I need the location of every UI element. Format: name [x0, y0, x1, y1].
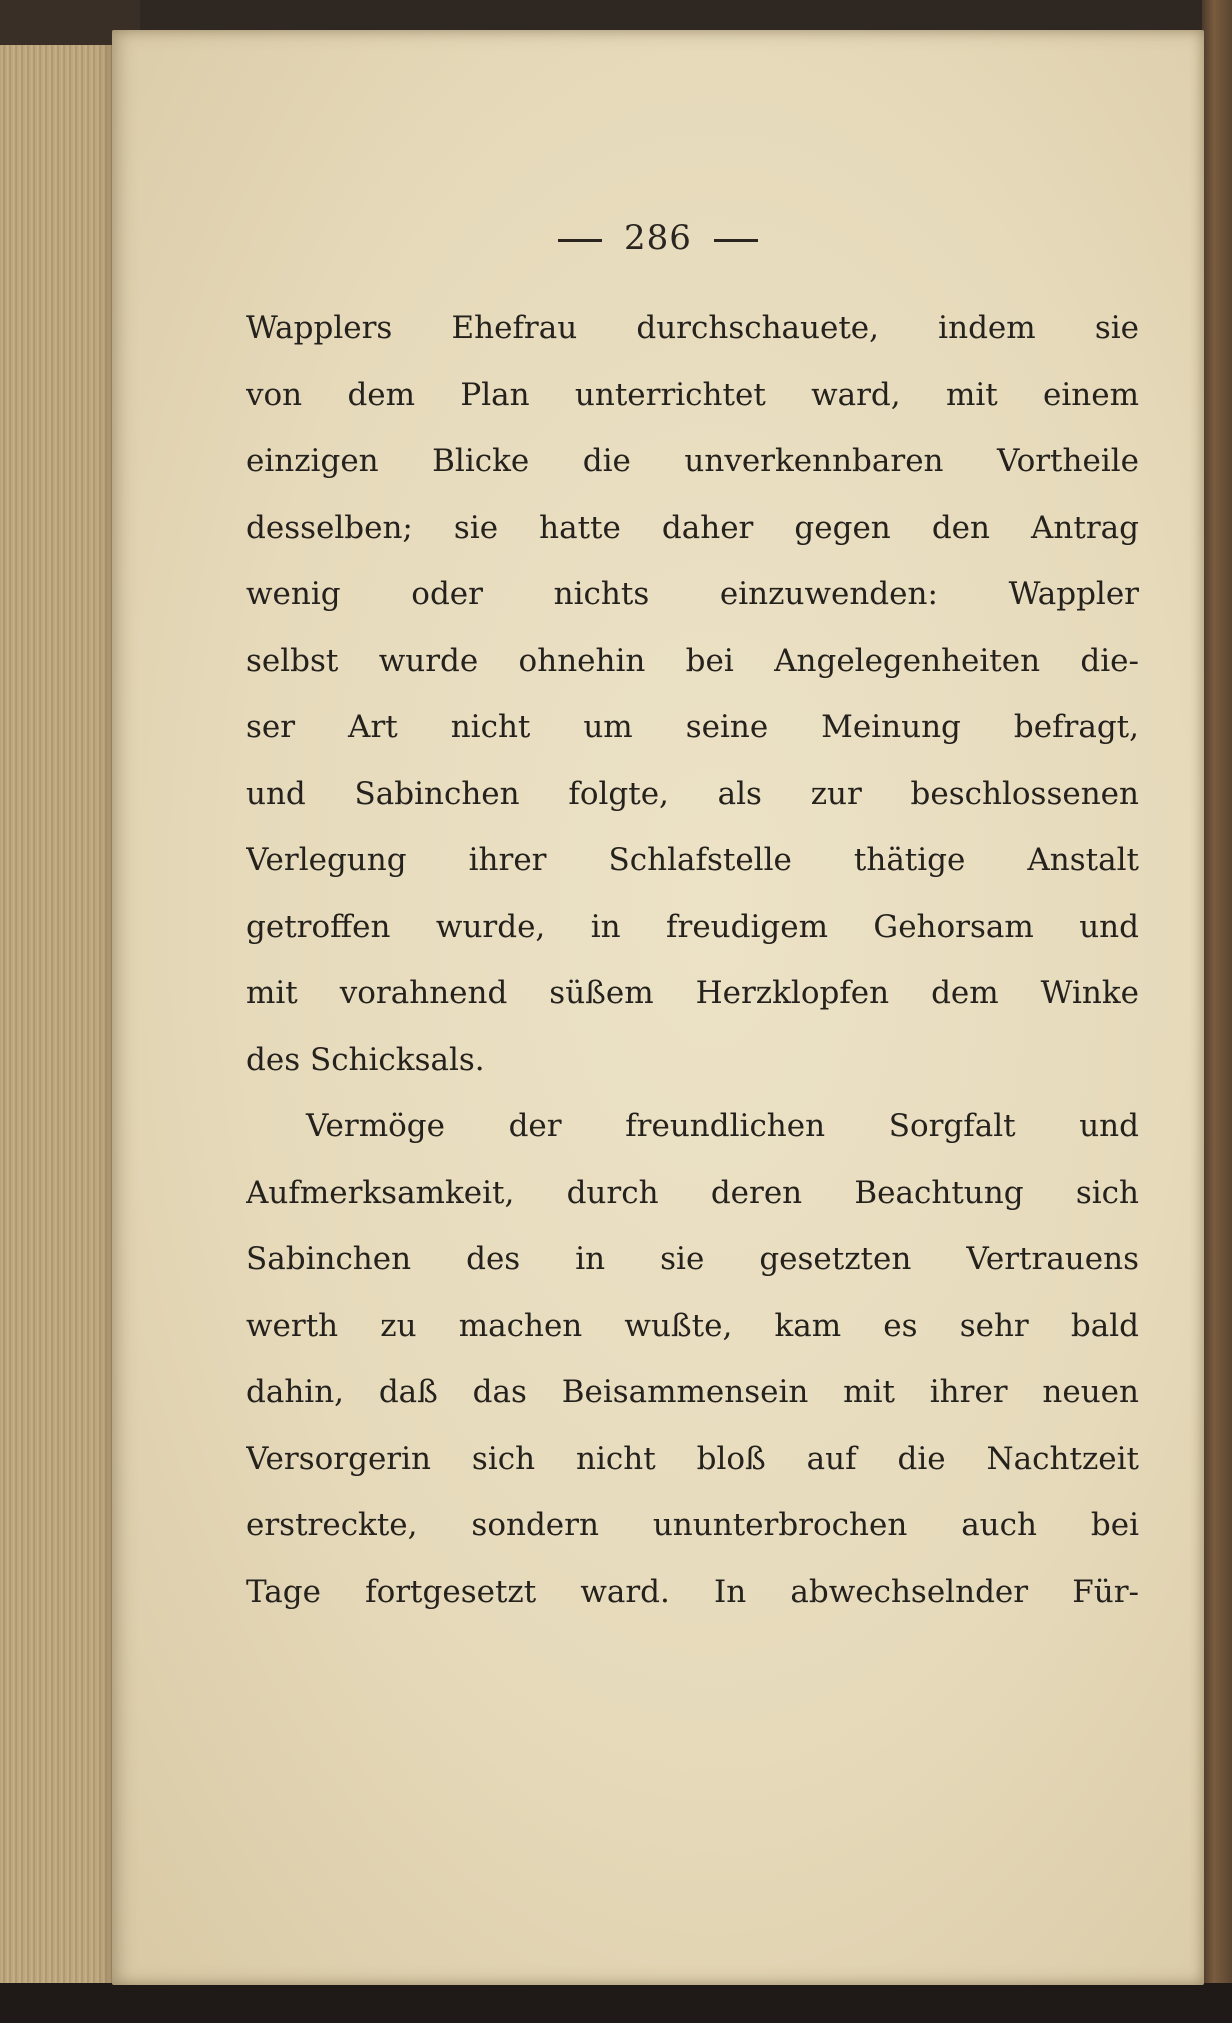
text-line: Versorgerin sich nicht bloß auf die Nachtzeit [246, 1440, 1139, 1477]
text-line: mit vorahnend süßem Herzklopfen dem Winke [246, 975, 1139, 1011]
page-edges [0, 0, 118, 2023]
text-line: des Schicksals. [246, 1041, 485, 1078]
book-cover-edge [1202, 0, 1232, 2023]
text-line: getroffen wurde, in freudigem Gehorsam und [246, 908, 1139, 945]
page-number: 286 [624, 218, 692, 258]
text-line: Tage fortgesetzt ward. In abwechselnder Für- [246, 1573, 1139, 1610]
text-line: Vermöge der freundlichen Sorgfalt und [306, 1108, 1139, 1144]
text-line: erstreckte, sondern ununterbrochen auch bei [246, 1507, 1139, 1543]
text-line: wenig oder nichts einzuwenden: Wappler [246, 576, 1139, 612]
text-line: desselben; sie hatte daher gegen den Antrag [246, 509, 1139, 546]
text-line: Verlegung ihrer Schlafstelle thätige Anstalt [246, 842, 1139, 878]
text-line: Aufmerksamkeit, durch deren Beachtung sich [246, 1174, 1139, 1211]
text-line: einzigen Blicke die unverkennbaren Vortheile [246, 443, 1139, 479]
text-line: Sabinchen des in sie gesetzten Vertrauens [246, 1241, 1139, 1277]
text-line: Wapplers Ehefrau durchschauete, indem sie [246, 310, 1139, 346]
text-line: selbst wurde ohnehin bei Angelegenheiten die- [246, 642, 1139, 679]
page-header [112, 218, 1204, 258]
header-dash-left [558, 239, 602, 242]
text-line: von dem Plan unterrichtet ward, mit einem [246, 376, 1139, 413]
body-text [246, 295, 1139, 1625]
header-dash-right [714, 239, 758, 242]
text-line: dahin, daß das Beisammensein mit ihrer neuen [246, 1374, 1139, 1410]
book-bottom-edge [0, 1983, 1232, 2023]
text-line: ser Art nicht um seine Meinung befragt, [246, 709, 1139, 745]
text-line: und Sabinchen folgte, als zur beschlossenen [246, 775, 1139, 812]
text-line: werth zu machen wußte, kam es sehr bald [246, 1307, 1139, 1344]
